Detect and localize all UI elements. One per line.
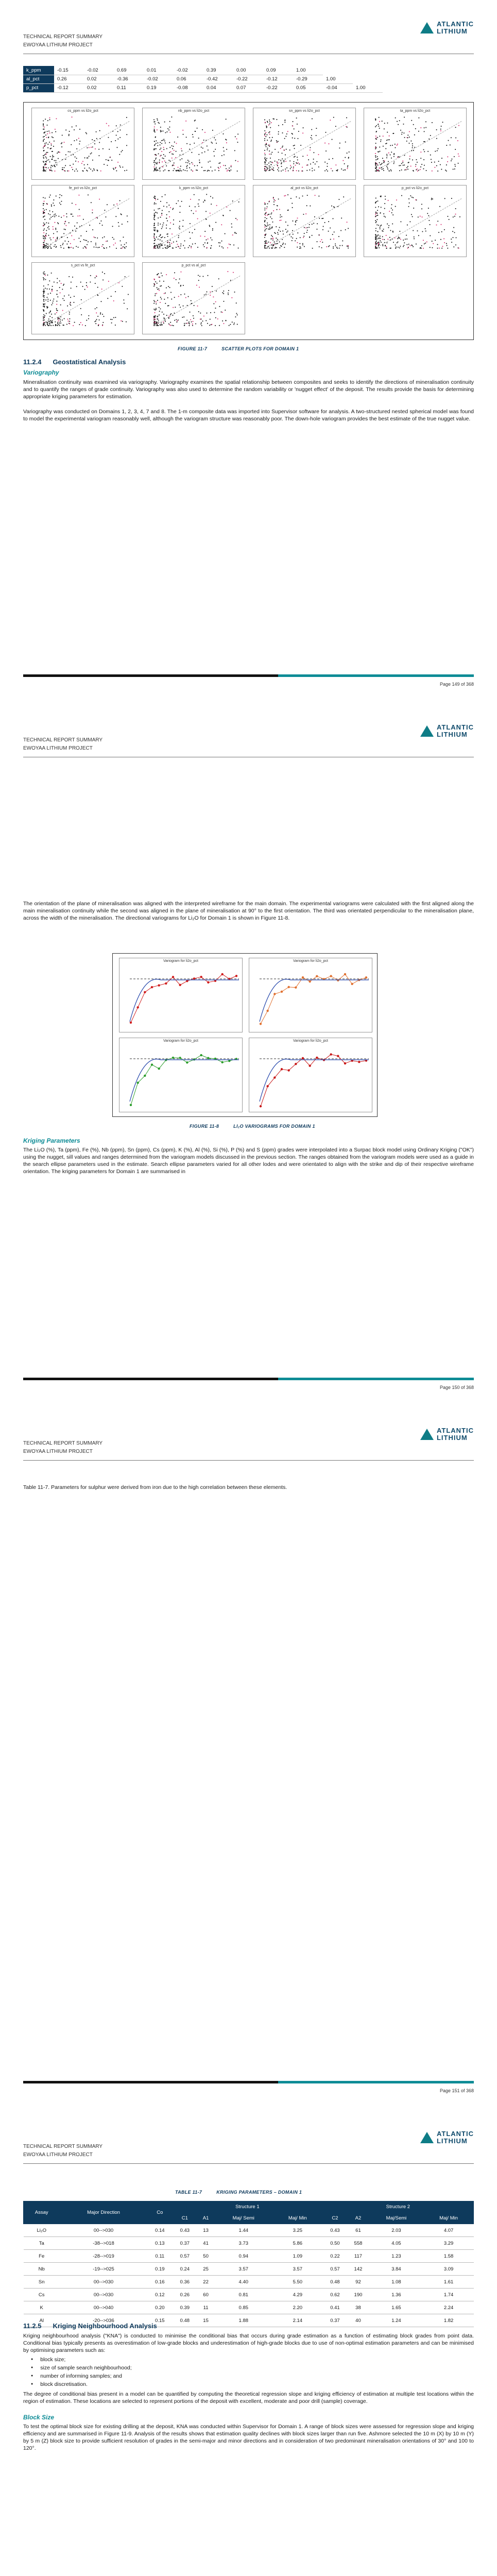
- paragraph: Table 11-7. Parameters for sulphur were derived from iron due to the high correlation between these elements.: [23, 1484, 287, 1490]
- variogram-figure: [112, 953, 378, 1117]
- table-cell: -0.04: [323, 83, 353, 92]
- table-cell: 3.84: [369, 2263, 423, 2276]
- table-cell: -20-->036: [60, 2314, 147, 2327]
- table-cell: 0.41: [322, 2301, 347, 2314]
- table-cell: 0.48: [322, 2276, 347, 2289]
- table-cell: Al: [24, 2314, 60, 2327]
- table-cell: -19-->025: [60, 2263, 147, 2276]
- page-151: [0, 1406, 497, 2110]
- table-cell: 0.14: [147, 2224, 172, 2237]
- table-cell: Fe: [24, 2250, 60, 2263]
- col-a2: A2: [348, 2213, 369, 2224]
- table-cell: 0.22: [322, 2250, 347, 2263]
- table-cell: 0.11: [114, 83, 144, 92]
- table-cell: 1.00: [323, 75, 353, 83]
- table-cell: 0.06: [174, 75, 203, 83]
- table-cell: 0.43: [173, 2224, 197, 2237]
- scatter-plot-panel: [31, 108, 134, 180]
- table-cell: -0.22: [263, 83, 293, 92]
- table-cell: 40: [348, 2314, 369, 2327]
- col-c2: C2: [322, 2213, 347, 2224]
- table-row: [24, 2250, 474, 2263]
- page-149: [0, 0, 497, 703]
- paragraph: The Li₂O (%), Ta (ppm), Fe (%), Nb (ppm), Sn (ppm), Cs (ppm), K (%), Al (%), Si (%), P (%) and S (ppm) grades were interpolated into a Surpac block model using Ordinary Kriging ("OK") using the nugget, sill values and ranges determined from the variogram models discussed in the previous section. The ranges obtained from the variogram models were used as a guide in the search ellipse parameters used in the estimate. Search ellipse parameters varied for all other lodes and were orientated to align with the strike and dip of their respective wireframe orientation. The kriging parameters for Domain 1 are summarised in: [23, 1147, 474, 1175]
- report-header: TECHNICAL REPORT SUMMARY EWOYAA LITHIUM PROJECT: [23, 34, 103, 48]
- table-cell: 4.29: [272, 2289, 322, 2301]
- table-cell: 0.19: [144, 83, 174, 92]
- table-cell: 22: [197, 2276, 214, 2289]
- table-cell: -0.12: [263, 75, 293, 83]
- table-cell: 0.11: [147, 2250, 172, 2263]
- col-structure-1: Structure 1: [173, 2201, 323, 2213]
- table-cell: 1.61: [424, 2276, 474, 2289]
- table-cell: 0.24: [173, 2263, 197, 2276]
- table-cell: 0.57: [173, 2250, 197, 2263]
- scatter-plot-title: ta_ppm vs li2o_pct: [400, 109, 431, 113]
- table-cell: 0.16: [147, 2276, 172, 2289]
- table-cell: 92: [348, 2276, 369, 2289]
- table-cell: 142: [348, 2263, 369, 2276]
- variogram-panel: [119, 958, 243, 1032]
- section-heading: 11.2.5 Kriging Neighbourhood Analysis: [23, 2322, 157, 2330]
- table-cell: 0.05: [293, 83, 323, 92]
- table-cell: -0.42: [203, 75, 233, 83]
- table-cell: 0.01: [144, 66, 174, 75]
- subheading-variography: Variography: [23, 369, 59, 376]
- table-cell: 3.29: [424, 2237, 474, 2250]
- variogram-panel: [249, 1038, 372, 1112]
- table-cell: 2.03: [369, 2224, 423, 2237]
- col-maj-min-1: Maj/ Min: [272, 2213, 322, 2224]
- table-cell: 1.58: [424, 2250, 474, 2263]
- table-cell: 13: [197, 2224, 214, 2237]
- table-cell: 1.65: [369, 2301, 423, 2314]
- report-header: TECHNICAL REPORT SUMMARY EWOYAA LITHIUM PROJECT: [23, 2144, 103, 2158]
- paragraph: The degree of conditional bias present in a model can be quantified by computing the theoretical regression slope and kriging efficiency of estimation at multiple test locations within the region of estimation. These locations are selected to represent portions of the deposit with excellent, moderate and poor drill (sample) coverage.: [23, 2391, 474, 2404]
- table-cell: Nb: [24, 2263, 60, 2276]
- table-cell: 3.57: [214, 2263, 272, 2276]
- table-row: [24, 2263, 474, 2276]
- scatter-plot-panel: [253, 108, 356, 180]
- variogram-panel: [249, 958, 372, 1032]
- col-c0: Co: [147, 2201, 172, 2224]
- kriging-parameters-table: [23, 2201, 474, 2327]
- table-cell: 0.15: [147, 2314, 172, 2327]
- table-cell: 1.08: [369, 2276, 423, 2289]
- table-row: [24, 2301, 474, 2314]
- table-cell: 15: [197, 2314, 214, 2327]
- table-cell: -0.02: [144, 75, 174, 83]
- variogram-title: Variogram for li2o_pct: [293, 959, 328, 963]
- bullet-list: [31, 2356, 132, 2389]
- table-cell: 41: [197, 2237, 214, 2250]
- table-cell: 00-->040: [60, 2301, 147, 2314]
- table-cell: -0.08: [174, 83, 203, 92]
- subheading-block-size: Block Size: [23, 2414, 55, 2421]
- table-cell: 0.26: [173, 2289, 197, 2301]
- table-cell: 0.69: [114, 66, 144, 75]
- scatter-plot-panel: [31, 185, 134, 257]
- table-row: [23, 75, 383, 83]
- col-c1: C1: [173, 2213, 197, 2224]
- page-number: Page 151 of 368: [439, 2088, 474, 2093]
- report-header: TECHNICAL REPORT SUMMARY EWOYAA LITHIUM PROJECT: [23, 737, 103, 751]
- row-label: al_pct: [23, 75, 54, 83]
- report-header: TECHNICAL REPORT SUMMARY EWOYAA LITHIUM PROJECT: [23, 1440, 103, 1454]
- table-cell: 190: [348, 2289, 369, 2301]
- atlantic-lithium-logo: ATLANTIC LITHIUM: [420, 724, 474, 738]
- table-cell: 38: [348, 2301, 369, 2314]
- table-cell: 0.85: [214, 2301, 272, 2314]
- table-cell: 558: [348, 2237, 369, 2250]
- table-cell: 0.02: [84, 75, 114, 83]
- table-cell: 11: [197, 2301, 214, 2314]
- table-cell: -0.02: [84, 66, 114, 75]
- table-cell: 0.26: [54, 75, 84, 83]
- table-cell: 1.23: [369, 2250, 423, 2263]
- table-cell: 00-->030: [60, 2289, 147, 2301]
- table-cell: Cs: [24, 2289, 60, 2301]
- atlantic-lithium-logo: ATLANTIC LITHIUM: [420, 21, 474, 35]
- table-cell: 0.43: [322, 2224, 347, 2237]
- col-a1: A1: [197, 2213, 214, 2224]
- table-cell: 3.25: [272, 2224, 322, 2237]
- scatter-plot-panel: [31, 262, 134, 334]
- table-cell: -0.22: [233, 75, 263, 83]
- table-cell: 2.20: [272, 2301, 322, 2314]
- table-cell: 2.24: [424, 2301, 474, 2314]
- variogram-title: Variogram for li2o_pct: [163, 1039, 198, 1043]
- atlantic-lithium-logo: ATLANTIC LITHIUM: [420, 1427, 474, 1442]
- table-cell: -0.02: [174, 66, 203, 75]
- table-row: [24, 2224, 474, 2237]
- scatter-plot-title: fe_pct vs li2o_pct: [68, 187, 97, 190]
- table-cell: -38-->018: [60, 2237, 147, 2250]
- scatter-plot-title: k_ppm vs li2o_pct: [179, 187, 209, 190]
- table-cell: 1.00: [293, 66, 323, 75]
- table-row: [23, 83, 383, 92]
- table-cell: 0.00: [233, 66, 263, 75]
- table-cell: 60: [197, 2289, 214, 2301]
- scatter-plot-title: s_pct vs fe_pct: [71, 264, 95, 267]
- table-cell: 0.36: [173, 2276, 197, 2289]
- list-item: ● size of sample search neighbourhood;: [31, 2364, 132, 2372]
- table-cell: 25: [197, 2263, 214, 2276]
- col-assay: Assay: [24, 2201, 60, 2224]
- table-cell: -0.36: [114, 75, 144, 83]
- table-cell: 50: [197, 2250, 214, 2263]
- table-cell: 0.39: [173, 2301, 197, 2314]
- table-cell: 0.07: [233, 83, 263, 92]
- table-cell: 0.81: [214, 2289, 272, 2301]
- table-cell: 1.24: [369, 2314, 423, 2327]
- table-cell: Li₂O: [24, 2224, 60, 2237]
- table-caption: TABLE 11-7 KRIGING PARAMETERS – DOMAIN 1: [175, 2190, 302, 2195]
- table-cell: -0.12: [54, 83, 84, 92]
- table-cell: 3.57: [272, 2263, 322, 2276]
- scatter-plot-title: al_pct vs li2o_pct: [290, 187, 318, 190]
- table-cell: -28-->019: [60, 2250, 147, 2263]
- correlation-matrix-table: [23, 66, 383, 93]
- list-item: ● block discretisation.: [31, 2381, 132, 2389]
- paragraph: To test the optimal block size for existing drilling at the deposit, KNA was conducted within Supervisor for Domain 1. A range of block sizes were assessed for regression slope and kriging efficiency and are summarised in Figure 11-9. Analysis of the results shows that estimation quality declines with block sizes larger than run five. Ashmore selected the 10 m (X) by 10 m (Y) by 5 m (Z) block size to provide sufficient resolution of grades in the semi-major and minor directions and in consideration of two predominant mineralisation orientations of 30° and 100 to 120°.: [23, 2424, 474, 2451]
- table-cell: 0.37: [322, 2314, 347, 2327]
- table-cell: Sn: [24, 2276, 60, 2289]
- table-cell: 4.07: [424, 2224, 474, 2237]
- atlantic-lithium-logo: ATLANTIC LITHIUM: [420, 2130, 474, 2145]
- table-row: [24, 2289, 474, 2301]
- paragraph: The orientation of the plane of mineralisation was aligned with the interpreted wireframe for the main domain. The experimental variograms were calculated with the first aligned along the main mineralisation continuity while the second was aligned in the plane of mineralisation at 90° to the first orientation. The third was orientated perpendicular to the mineralisation plane, across the width of the mineralisation. The directional variograms for Li₂O for Domain 1 is shown in Figure 11-8.: [23, 901, 474, 921]
- variogram-title: Variogram for li2o_pct: [163, 959, 198, 963]
- table-cell: 1.82: [424, 2314, 474, 2327]
- table-cell: 0.19: [147, 2263, 172, 2276]
- table-cell: 0.39: [203, 66, 233, 75]
- table-cell: 0.50: [322, 2237, 347, 2250]
- subheading-kriging: Kriging Parameters: [23, 1137, 80, 1144]
- scatter-plot-panel: [364, 185, 467, 257]
- scatter-plot-title: p_pct vs li2o_pct: [401, 187, 429, 190]
- table-cell: K: [24, 2301, 60, 2314]
- figure-caption: FIGURE 11-7 SCATTER PLOTS FOR DOMAIN 1: [178, 346, 299, 351]
- variogram-panel: [119, 1038, 243, 1112]
- table-cell: 5.86: [272, 2237, 322, 2250]
- table-cell: 0.37: [173, 2237, 197, 2250]
- table-cell: Ta: [24, 2237, 60, 2250]
- scatter-plot-title: nb_ppm vs li2o_pct: [178, 109, 210, 113]
- table-row: [24, 2237, 474, 2250]
- table-cell: 0.62: [322, 2289, 347, 2301]
- row-label: p_pct: [23, 83, 54, 92]
- page-150: [0, 703, 497, 1406]
- scatter-plot-title: cs_ppm vs li2o_pct: [67, 109, 98, 113]
- table-cell: 0.94: [214, 2250, 272, 2263]
- paragraph: Kriging neighbourhood analysis ("KNA") is conducted to minimise the conditional bias that occurs during grade estimation as a function of estimating block grades from point data. Conditional bias typically presents as overestimation of low-grade blocks and underestimation of high-grade blocks due to use of non-optimal estimation parameters and can be minimised by optimising parameters such as:: [23, 2333, 474, 2353]
- table-cell: 0.13: [147, 2237, 172, 2250]
- variogram-title: Variogram for li2o_pct: [293, 1039, 328, 1043]
- table-cell: 0.57: [322, 2263, 347, 2276]
- row-label: k_ppm: [23, 66, 54, 75]
- table-row: [23, 66, 383, 75]
- table-cell: 1.44: [214, 2224, 272, 2237]
- table-cell: 0.02: [84, 83, 114, 92]
- table-cell: 4.05: [369, 2237, 423, 2250]
- table-cell: 00-->030: [60, 2276, 147, 2289]
- table-cell: 117: [348, 2250, 369, 2263]
- col-structure-2: Structure 2: [322, 2201, 473, 2213]
- table-row: [24, 2276, 474, 2289]
- table-cell: 3.73: [214, 2237, 272, 2250]
- table-cell: 4.40: [214, 2276, 272, 2289]
- scatter-plot-title: p_pct vs al_pct: [181, 264, 206, 267]
- table-cell: 61: [348, 2224, 369, 2237]
- paragraph: Mineralisation continuity was examined via variography. Variography examines the spatial relationship between composites and seeks to identify the directions of mineralisation continuity and to quantify the ranges of grade continuity. Variography was also used to determine the random variability or 'nugget effect' of the deposit. The results provide the basis for determining appropriate kriging parameters for estimation.: [23, 379, 474, 400]
- page-number: Page 149 of 368: [439, 682, 474, 687]
- col-maj-min-2: Maj/ Min: [424, 2213, 474, 2224]
- table-cell: -0.15: [54, 66, 84, 75]
- table-cell: -0.29: [293, 75, 323, 83]
- section-heading: 11.2.4 Geostatistical Analysis: [23, 358, 126, 366]
- scatter-plot-panel: [142, 262, 245, 334]
- table-cell: 0.04: [203, 83, 233, 92]
- figure-caption: FIGURE 11-8 LI₂O VARIOGRAMS FOR DOMAIN 1: [190, 1124, 315, 1129]
- table-cell: 0.12: [147, 2289, 172, 2301]
- table-cell: 3.09: [424, 2263, 474, 2276]
- scatter-plot-panel: [142, 108, 245, 180]
- list-item: ● block size;: [31, 2356, 132, 2364]
- table-cell: 1.09: [272, 2250, 322, 2263]
- table-cell: 0.20: [147, 2301, 172, 2314]
- table-cell: 0.09: [263, 66, 293, 75]
- table-cell: 1.00: [353, 83, 383, 92]
- scatter-plot-panel: [364, 108, 467, 180]
- list-item: ● number of informing samples; and: [31, 2372, 132, 2381]
- table-cell: 00-->030: [60, 2224, 147, 2237]
- scatter-plot-panel: [142, 185, 245, 257]
- table-cell: 1.88: [214, 2314, 272, 2327]
- scatter-plot-title: sn_ppm vs li2o_pct: [289, 109, 320, 113]
- col-maj-semi-2: Maj/Semi: [369, 2213, 423, 2224]
- page-152: [0, 2110, 497, 2576]
- table-cell: 1.74: [424, 2289, 474, 2301]
- scatter-plots-figure: [23, 102, 474, 340]
- table-cell: 2.14: [272, 2314, 322, 2327]
- col-maj-semi-1: Maj/ Semi: [214, 2213, 272, 2224]
- col-direction: Major Direction: [60, 2201, 147, 2224]
- table-cell: 5.50: [272, 2276, 322, 2289]
- paragraph: Variography was conducted on Domains 1, 2, 3, 4, 7 and 8. The 1-m composite data was imported into Supervisor software for analysis. A two-structured nested spherical model was found to model the experimental variogram reasonably well, although the variogram structure was reasonably poor. The down-hole variogram provides the best estimate of the true nugget value.: [23, 409, 474, 422]
- table-cell: 1.36: [369, 2289, 423, 2301]
- page-number: Page 150 of 368: [439, 1385, 474, 1390]
- table-cell: 0.48: [173, 2314, 197, 2327]
- scatter-plot-panel: [253, 185, 356, 257]
